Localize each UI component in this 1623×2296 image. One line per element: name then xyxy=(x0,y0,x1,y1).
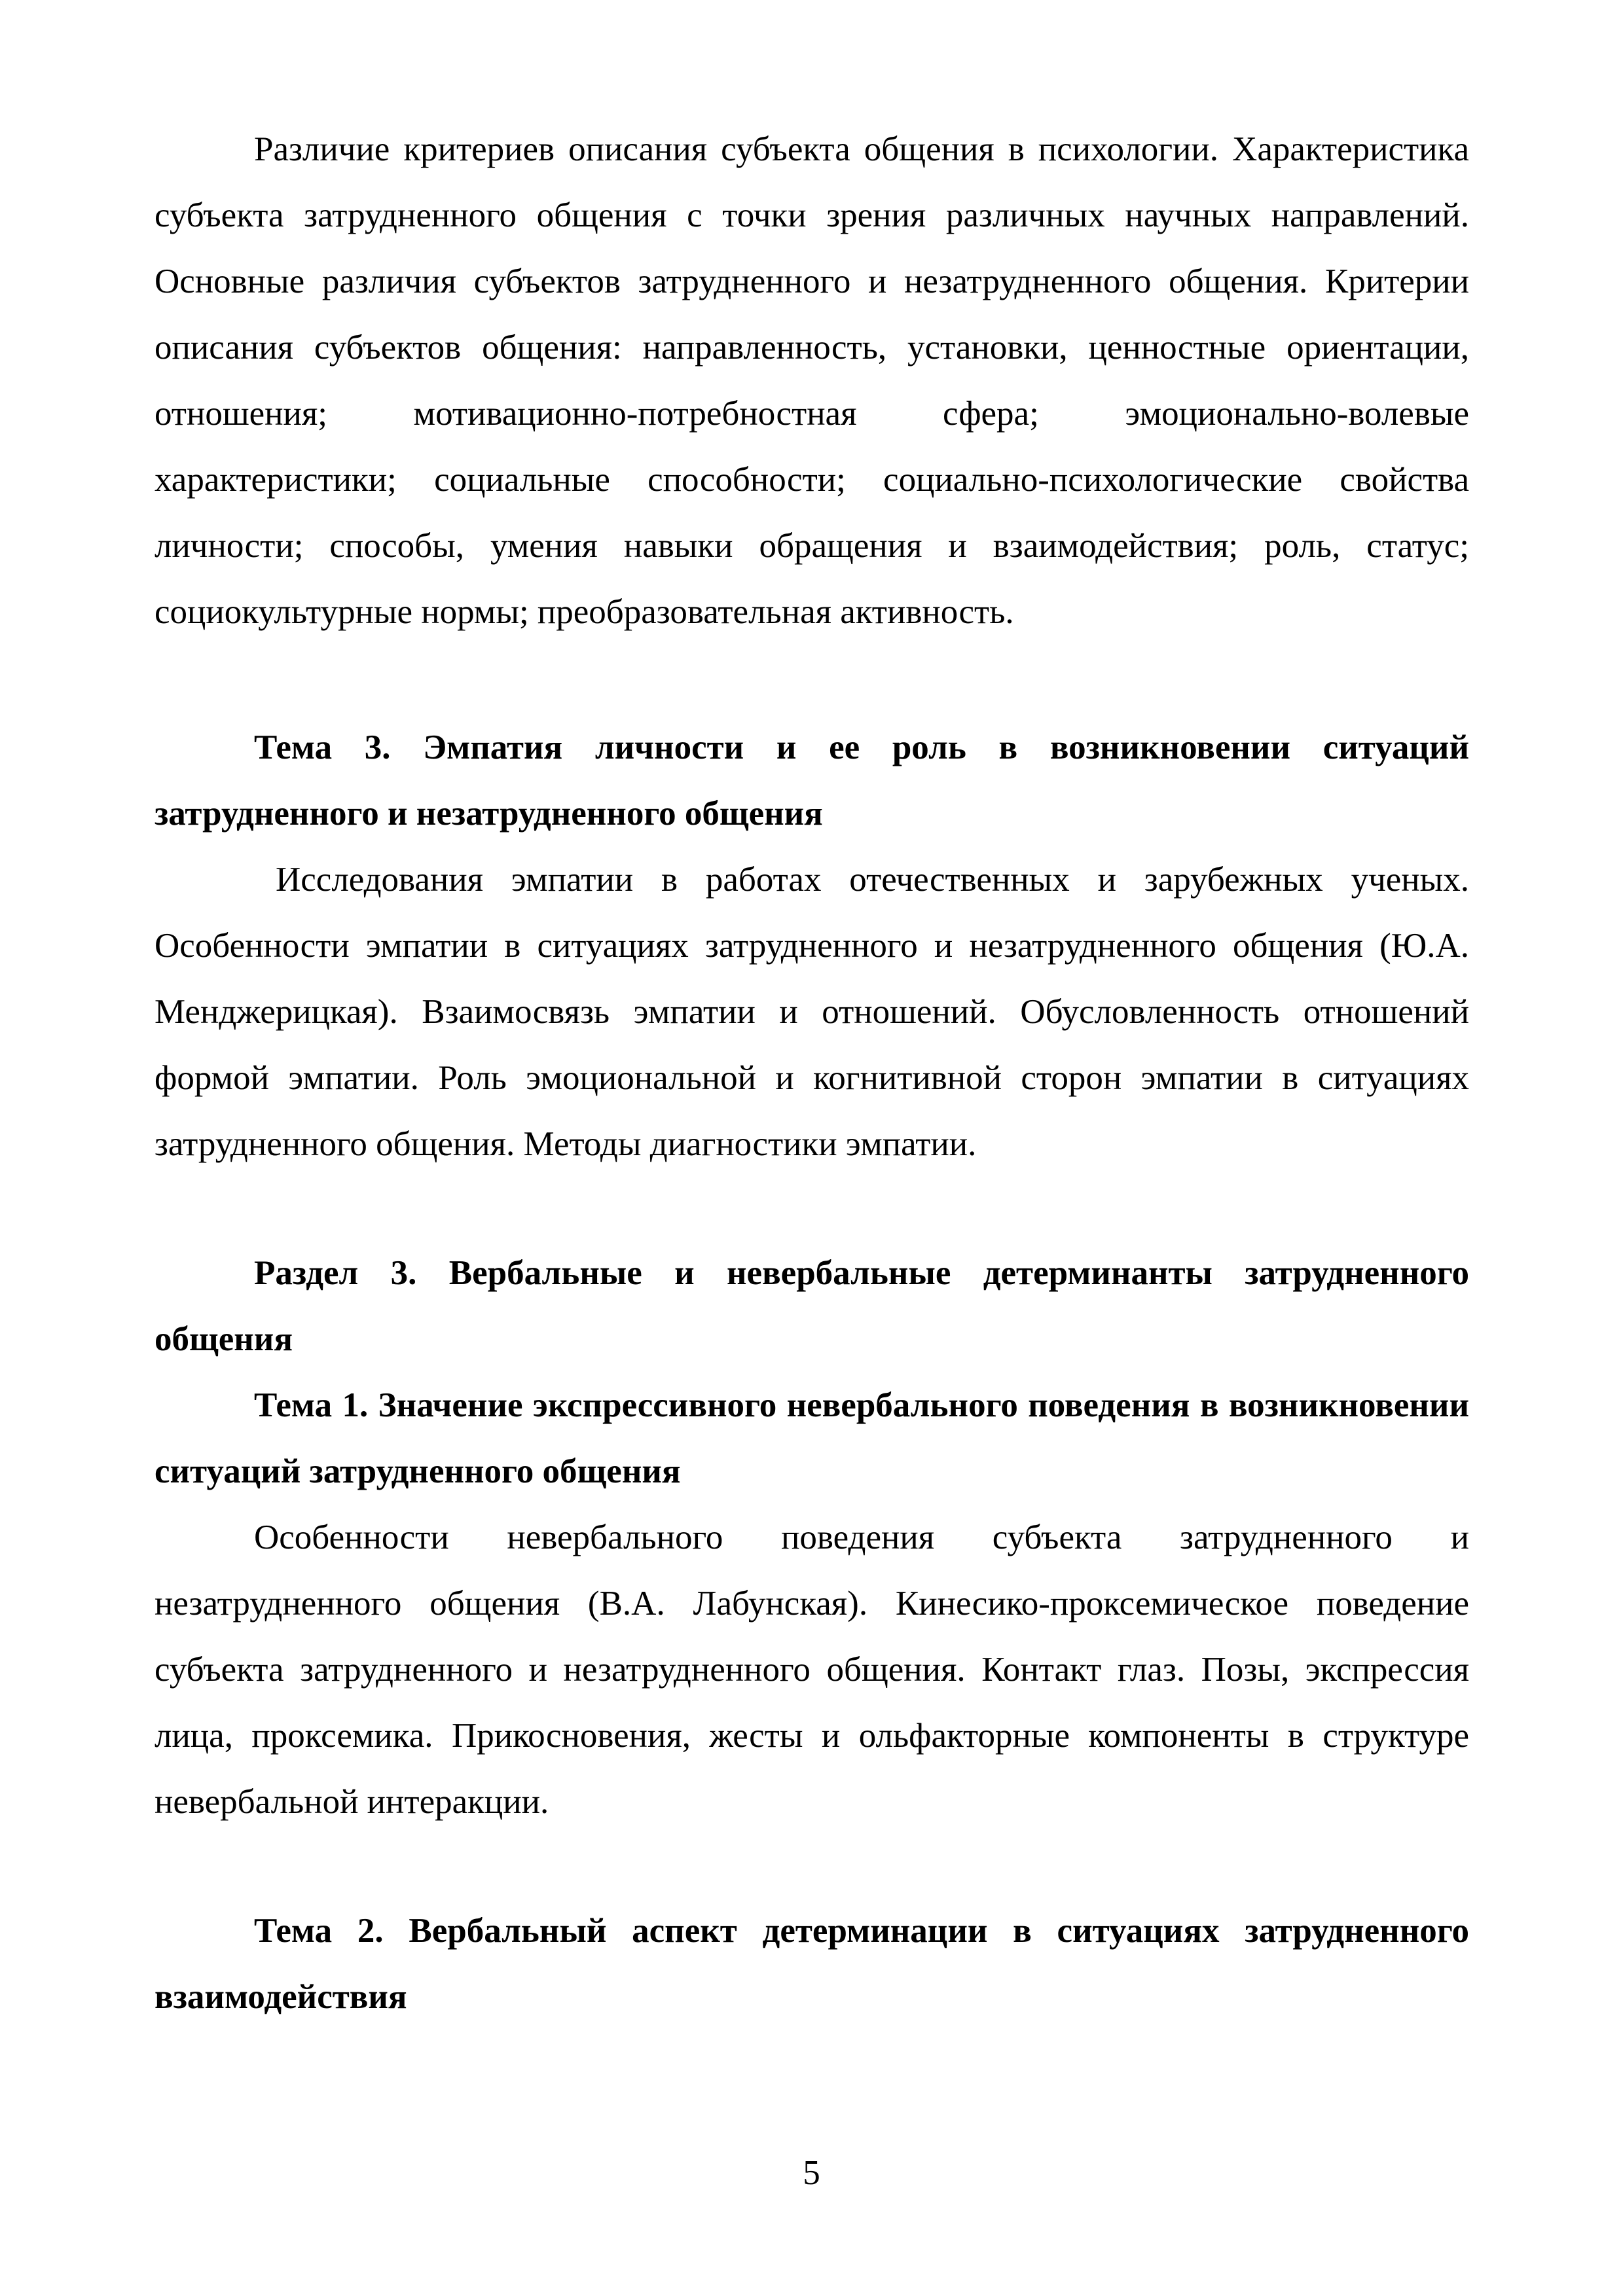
spacer xyxy=(155,1835,1469,1898)
topic1-heading: Тема 1. Значение экспрессивного невербального поведения в возникновении ситуаций затрудненного общения xyxy=(155,1386,1469,1490)
spacer xyxy=(155,645,1469,715)
topic3-heading: Тема 3. Эмпатия личности и ее роль в возникновении ситуаций затрудненного и незатрудненного общения xyxy=(155,728,1469,833)
topic2-heading: Тема 2. Вербальный аспект детерминации в ситуациях затрудненного взаимодействия xyxy=(155,1912,1469,2016)
page-content xyxy=(155,117,1469,2030)
intro-paragraph: Различие критериев описания субъекта общения в психологии. Характеристика субъекта затрудненного общения с точки зрения различных научных направлений. Основные различия субъектов затрудненного и незатрудненного общения. Критерии описания субъектов общения: направленность, установки, ценностные ориентации, отношения; мотивационно-потребностная сфера; эмоционально-волевые характеристики; социальные способности; социально-психологические свойства личности; способы, умения навыки обращения и взаимодействия; роль, статус; социокультурные нормы; преобразовательная активность. xyxy=(155,130,1469,631)
topic3-paragraph: Исследования эмпатии в работах отечественных и зарубежных ученых. Особенности эмпатии в ситуациях затрудненного и незатрудненного общения (Ю.А. Менджерицкая). Взаимосвязь эмпатии и отношений. Обусловленность отношений формой эмпатии. Роль эмоциональной и когнитивной сторон эмпатии в ситуациях затрудненного общения. Методы диагностики эмпатии. xyxy=(155,861,1469,1163)
section3-heading: Раздел 3. Вербальные и невербальные детерминанты затрудненного общения xyxy=(155,1254,1469,1358)
topic1-paragraph: Особенности невербального поведения субъекта затрудненного и незатрудненного общения (В.А. Лабунская). Кинесико-проксемическое поведение субъекта затрудненного и незатрудненного общения. Контакт глаз. Позы, экспрессия лица, проксемика. Прикосновения, жесты и ольфакторные компоненты в структуре невербальной интеракции. xyxy=(155,1518,1469,1821)
page-number: 5 xyxy=(803,2154,820,2192)
spacer xyxy=(155,1177,1469,1240)
